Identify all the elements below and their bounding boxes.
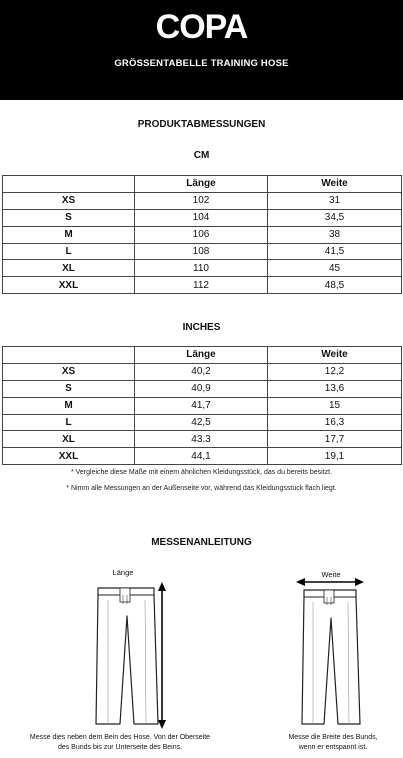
inches-unit-title: INCHES xyxy=(182,322,221,333)
table-row xyxy=(3,243,402,260)
size-cell: XS xyxy=(3,192,135,209)
size-cell: L xyxy=(3,243,135,260)
length-cell: 42,5 xyxy=(135,414,268,431)
length-cell: 112 xyxy=(135,277,268,294)
width-cell: 15 xyxy=(268,397,402,414)
page-title: GRÖSSENTABELLE TRAINING HOSE xyxy=(114,58,289,69)
table-row xyxy=(3,448,402,465)
width-cell: 31 xyxy=(268,192,402,209)
length-cell: 44,1 xyxy=(135,448,268,465)
length-cell: 108 xyxy=(135,243,268,260)
size-cell: XL xyxy=(3,431,135,448)
table-header-cell: Weite xyxy=(268,347,402,364)
width-cell: 13,6 xyxy=(268,380,402,397)
table-row xyxy=(3,226,402,243)
size-cell: XS xyxy=(3,363,135,380)
copa-logo: COPA xyxy=(155,8,248,46)
table-row xyxy=(3,277,402,294)
width-cell: 12,2 xyxy=(268,363,402,380)
table-row xyxy=(3,209,402,226)
length-cell: 106 xyxy=(135,226,268,243)
length-caption: Messe dies neben dem Bein des Hose. Von der Oberseite des Bunds bis zur Unterseite des Beins. xyxy=(29,734,211,751)
length-cell: 41,7 xyxy=(135,397,268,414)
header-banner xyxy=(0,0,403,100)
table-header-cell: Länge xyxy=(135,347,268,364)
width-cell: 38 xyxy=(268,226,402,243)
table-row xyxy=(3,260,402,277)
length-label: Länge xyxy=(112,568,134,577)
size-cell: XL xyxy=(3,260,135,277)
table-header-row xyxy=(3,176,402,193)
length-cell: 40,9 xyxy=(135,380,268,397)
width-arrow xyxy=(296,578,364,586)
width-cell: 41,5 xyxy=(268,243,402,260)
cm-unit-title: CM xyxy=(193,150,210,161)
pants-width-diagram xyxy=(294,576,366,730)
width-cell: 16,3 xyxy=(268,414,402,431)
table-row xyxy=(3,414,402,431)
length-cell: 104 xyxy=(135,209,268,226)
size-cell: XXL xyxy=(3,448,135,465)
width-cell: 45 xyxy=(268,260,402,277)
length-cell: 43.3 xyxy=(135,431,268,448)
size-cell: S xyxy=(3,380,135,397)
table-row xyxy=(3,380,402,397)
size-cell: L xyxy=(3,414,135,431)
size-cell: M xyxy=(3,397,135,414)
table-row xyxy=(3,431,402,448)
table-header-cell: Weite xyxy=(268,176,402,193)
size-cell: S xyxy=(3,209,135,226)
length-cell: 102 xyxy=(135,192,268,209)
inch-size-table xyxy=(2,346,402,465)
pants-length-diagram xyxy=(88,578,168,730)
length-cell: 110 xyxy=(135,260,268,277)
width-cell: 34,5 xyxy=(268,209,402,226)
table-row xyxy=(3,397,402,414)
table-row xyxy=(3,363,402,380)
guide-title: MESSENANLEITUNG xyxy=(151,537,252,548)
length-arrow xyxy=(158,582,166,729)
width-label: Weite xyxy=(321,570,341,579)
width-caption: Messe die Breite des Bunds, wenn er entspannt ist. xyxy=(288,734,378,751)
note-compare: * Vergleiche diese Maße mit einem ähnlichen Kleidungsstück, das du bereits besitzt. xyxy=(70,469,333,476)
length-cell: 40,2 xyxy=(135,363,268,380)
cm-size-table xyxy=(2,175,402,294)
table-header-cell: Länge xyxy=(135,176,268,193)
width-cell: 19,1 xyxy=(268,448,402,465)
note-measure: * Nimm alle Messungen an der Außenseite vor, während das Kleidungsstuck flach liegt. xyxy=(66,485,337,492)
table-header-row xyxy=(3,347,402,364)
table-row xyxy=(3,192,402,209)
size-cell: M xyxy=(3,226,135,243)
table-header-cell xyxy=(3,176,135,193)
width-cell: 48,5 xyxy=(268,277,402,294)
product-measurements-title: PRODUKTABMESSUNGEN xyxy=(137,119,266,130)
table-header-cell xyxy=(3,347,135,364)
width-cell: 17,7 xyxy=(268,431,402,448)
size-cell: XXL xyxy=(3,277,135,294)
